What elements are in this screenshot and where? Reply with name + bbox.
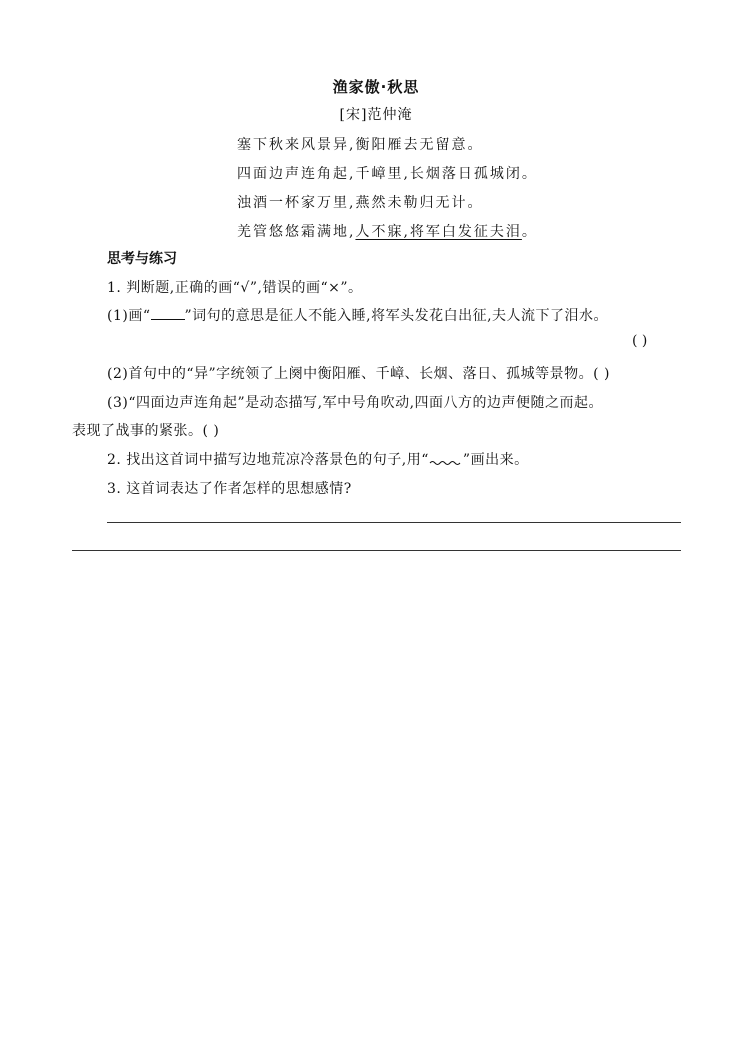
poem-line-4-underlined: 人不寐,将军白发征夫泪: [355, 224, 522, 240]
question-1-intro: 1. 判断题,正确的画“√”,错误的画“×”。: [107, 280, 363, 296]
question-1-item-3-line-1: (3)“四面边声连角起”是动态描写,军中号角吹动,四面八方的边声便随之而起。: [107, 395, 604, 411]
question-1-item-3-line-2: 表现了战事的紧张。( ): [72, 423, 220, 439]
poem-line-4-end: 。: [521, 224, 538, 240]
exercises-heading: 思考与练习: [107, 251, 177, 267]
poem-line-4: [237, 221, 538, 241]
poem-line-4-start: 羌管悠悠霜满地,: [237, 224, 356, 240]
section-divider: [72, 550, 681, 551]
poem-line-2: 四面边声连角起,千嶂里,长烟落日孤城闭。: [237, 166, 538, 182]
poem-author: [宋]范仲淹: [339, 107, 413, 123]
question-2: [107, 449, 529, 469]
poem-line-1: 塞下秋来风景异,衡阳雁去无留意。: [237, 137, 484, 153]
straight-underline-marker: [151, 307, 185, 320]
question-2-suffix: ”画出来。: [462, 452, 529, 468]
question-1-item-1: [107, 305, 608, 325]
poem-line-3: 浊酒一杯家万里,燕然未勒归无计。: [237, 195, 484, 211]
answer-parentheses[interactable]: ( ): [632, 333, 648, 349]
question-1-item-2: (2)首句中的“异”字统领了上阕中衡阳雁、千嶂、长烟、落日、孤城等景物。( ): [107, 366, 611, 382]
poem-title: 渔家傲·秋思: [332, 78, 420, 96]
question-3: 3. 这首词表达了作者怎样的思想感情?: [107, 481, 352, 497]
question-1-item-1-suffix: ”词句的意思是征人不能入睡,将军头发花白出征,夫人流下了泪水。: [184, 308, 609, 324]
question-1-item-1-prefix: (1)画“: [107, 308, 151, 324]
answer-line[interactable]: [107, 522, 681, 523]
question-2-prefix: 2. 找出这首词中描写边地荒凉冷落景色的句子,用“: [107, 452, 429, 468]
wavy-underline-marker: [429, 452, 463, 464]
